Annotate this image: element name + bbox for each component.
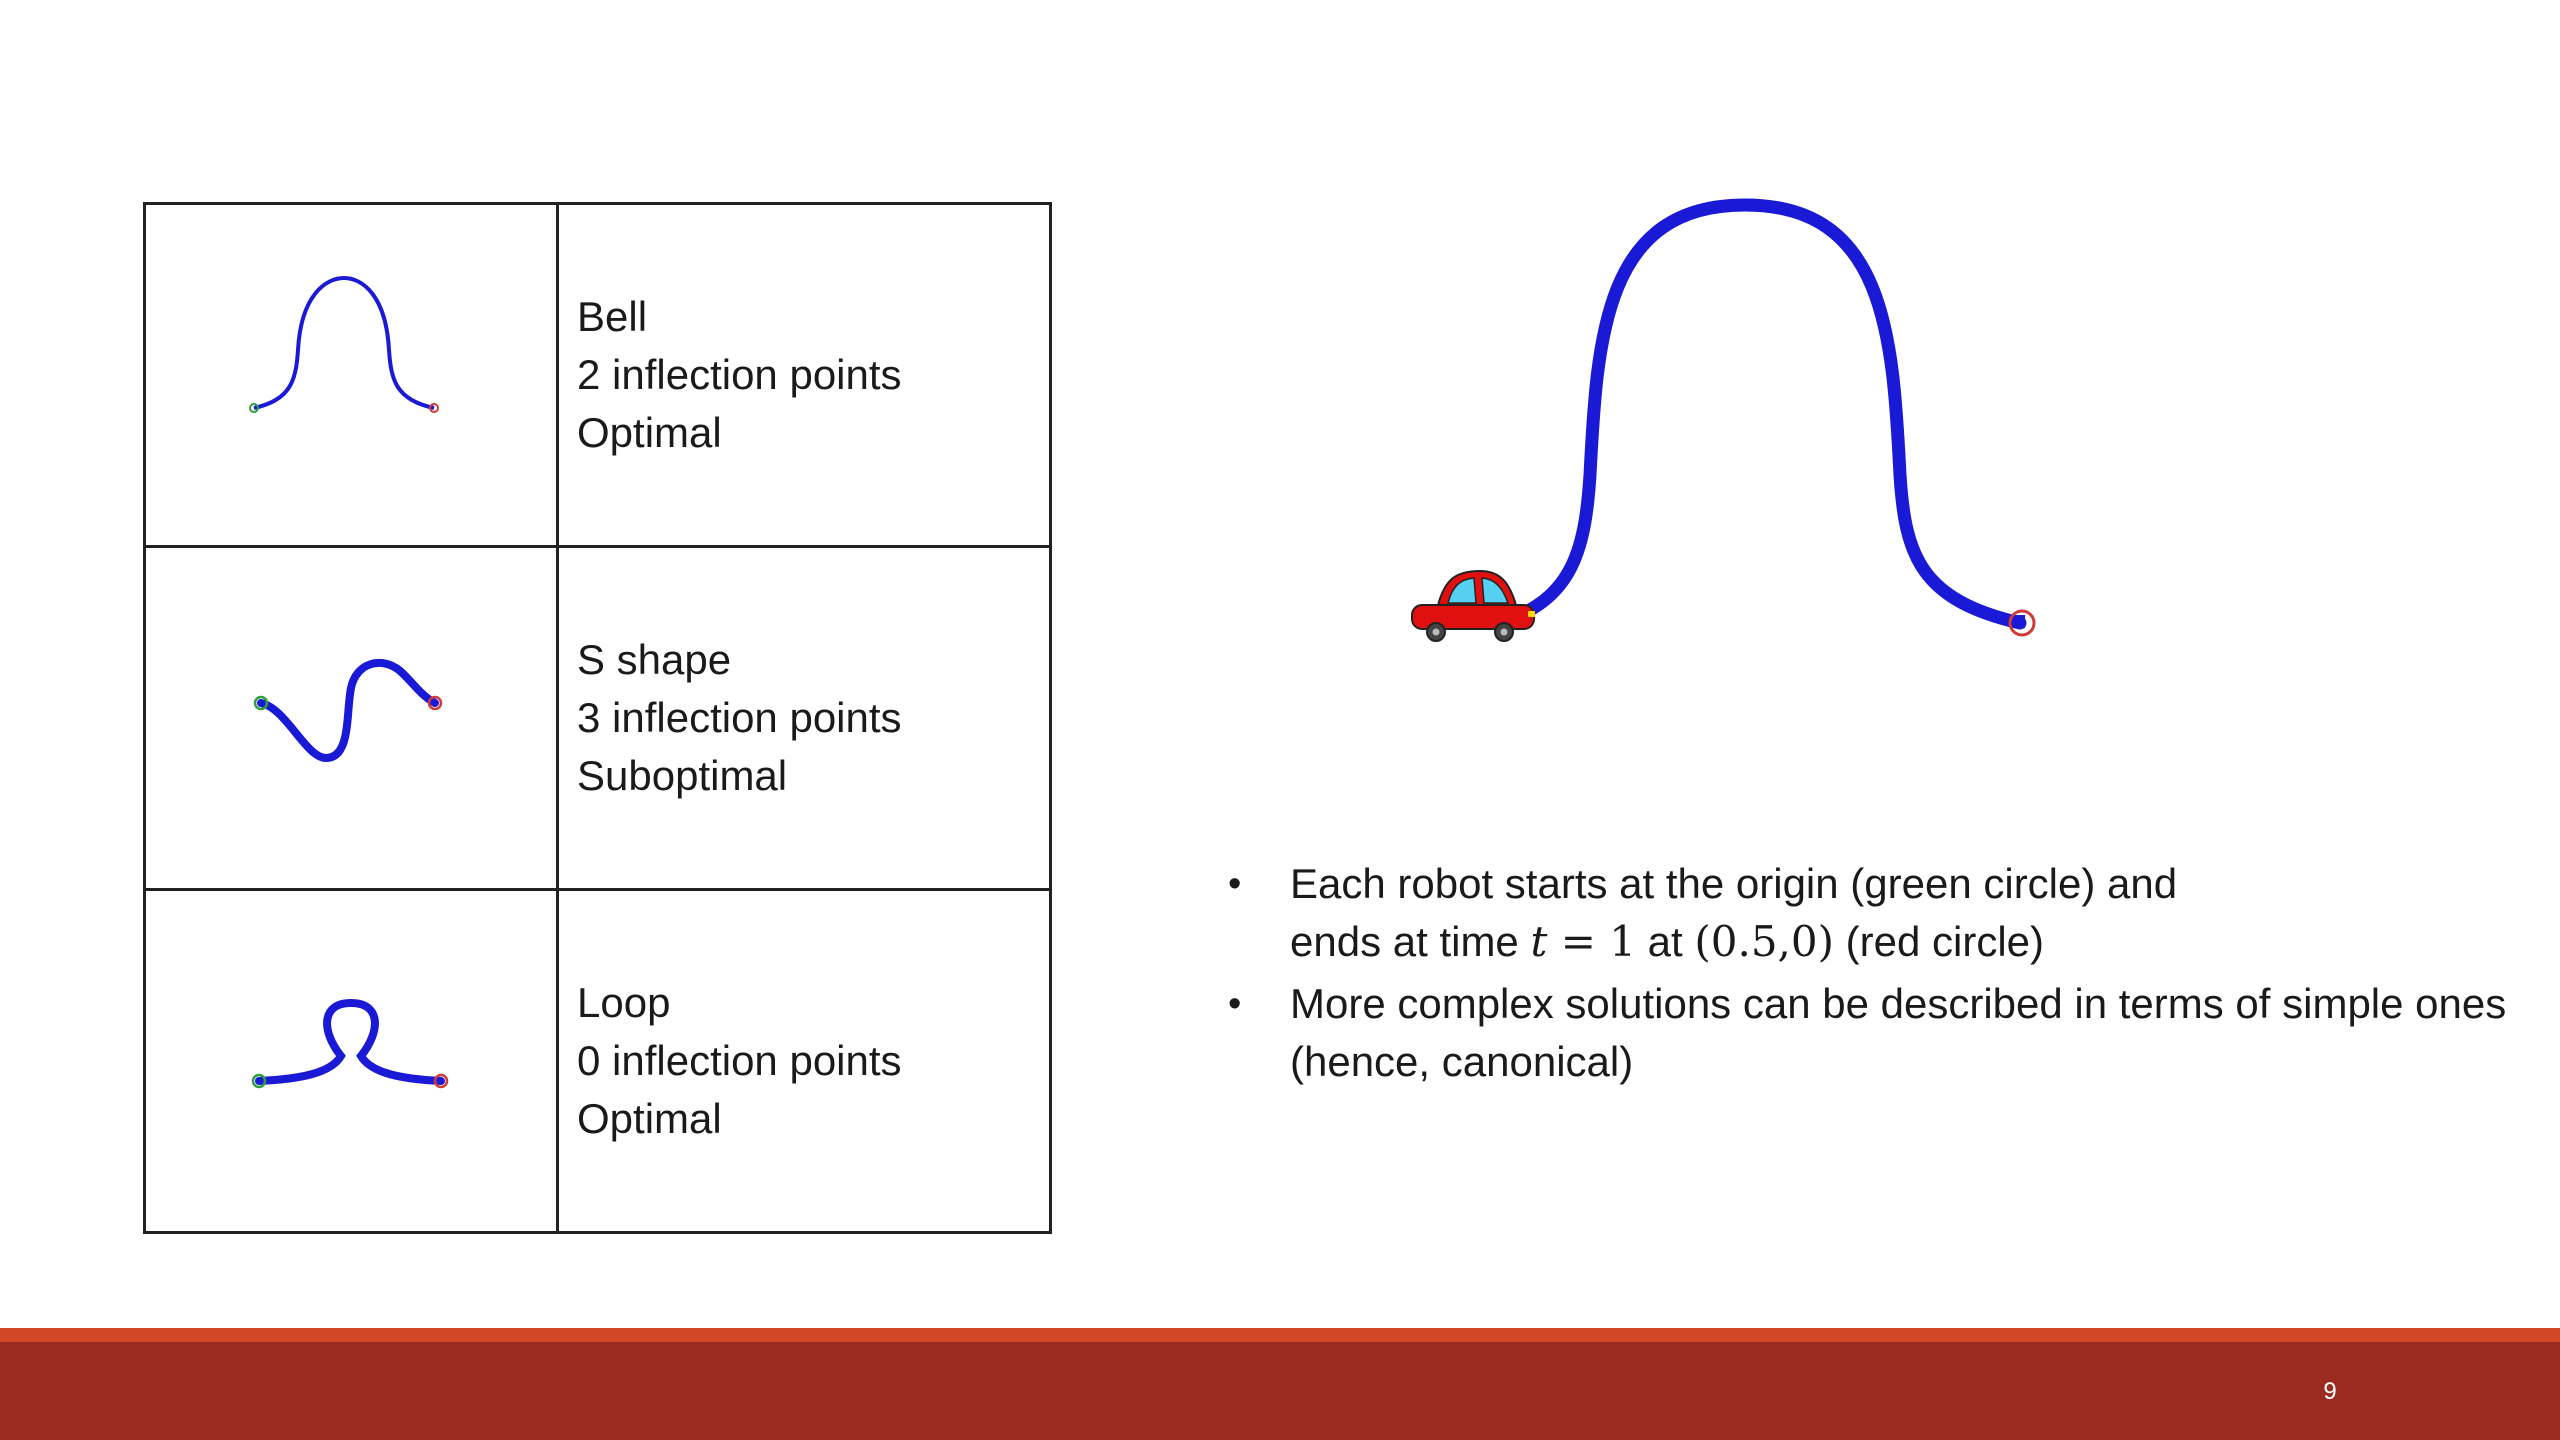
loop-thumbnail-cell bbox=[145, 890, 558, 1233]
inflection-count: 0 inflection points bbox=[577, 1037, 902, 1084]
math-coordinate: (0.5,0) bbox=[1694, 917, 1834, 966]
loop-description bbox=[558, 890, 1051, 1233]
bullet-dot: • bbox=[1228, 983, 1242, 1025]
bell-curve-thumbnail bbox=[231, 275, 471, 475]
bullet-line: at bbox=[1635, 918, 1695, 965]
curve-type-table bbox=[143, 202, 1052, 1234]
s-shape-description bbox=[558, 547, 1051, 890]
math-equation: = 1 bbox=[1547, 917, 1636, 966]
bullet-line: ends at time bbox=[1290, 918, 1531, 965]
table-row bbox=[145, 204, 1051, 547]
bell-trajectory-figure bbox=[1390, 195, 2070, 665]
table-row bbox=[145, 890, 1051, 1233]
loop-curve-thumbnail bbox=[231, 961, 471, 1161]
s-shape-curve-thumbnail bbox=[231, 618, 471, 818]
page-number: 9 bbox=[2323, 1378, 2337, 1405]
optimality-status: Suboptimal bbox=[577, 752, 788, 799]
math-variable: t bbox=[1530, 917, 1548, 966]
curve-name: S shape bbox=[577, 636, 732, 683]
trajectory-curve bbox=[1500, 205, 2020, 623]
bullet-item bbox=[1220, 975, 2520, 1091]
curve-name: Bell bbox=[577, 293, 648, 340]
end-square bbox=[2014, 615, 2025, 628]
inflection-count: 3 inflection points bbox=[577, 694, 902, 741]
optimality-status: Optimal bbox=[577, 409, 722, 456]
bullet-text: More complex solutions can be described in terms of simple ones (hence, canonical) bbox=[1290, 980, 2507, 1085]
table-row bbox=[145, 547, 1051, 890]
car-icon bbox=[1412, 571, 1535, 641]
curve-name: Loop bbox=[577, 979, 671, 1026]
bell-thumbnail-cell bbox=[145, 204, 558, 547]
inflection-count: 2 inflection points bbox=[577, 351, 902, 398]
bullet-text bbox=[1290, 855, 2520, 971]
bullet-item bbox=[1220, 855, 2520, 971]
s-shape-thumbnail-cell bbox=[145, 547, 558, 890]
optimality-status: Optimal bbox=[577, 1095, 722, 1142]
footer-bar bbox=[0, 1342, 2560, 1440]
footer-accent-line bbox=[0, 1328, 2560, 1342]
bullet-line: Each robot starts at the origin (green circle) and bbox=[1290, 860, 2178, 907]
bell-description bbox=[558, 204, 1051, 547]
bullet-list bbox=[1220, 855, 2520, 1095]
bullet-line: (red circle) bbox=[1834, 918, 2045, 965]
bullet-dot: • bbox=[1228, 863, 1242, 905]
